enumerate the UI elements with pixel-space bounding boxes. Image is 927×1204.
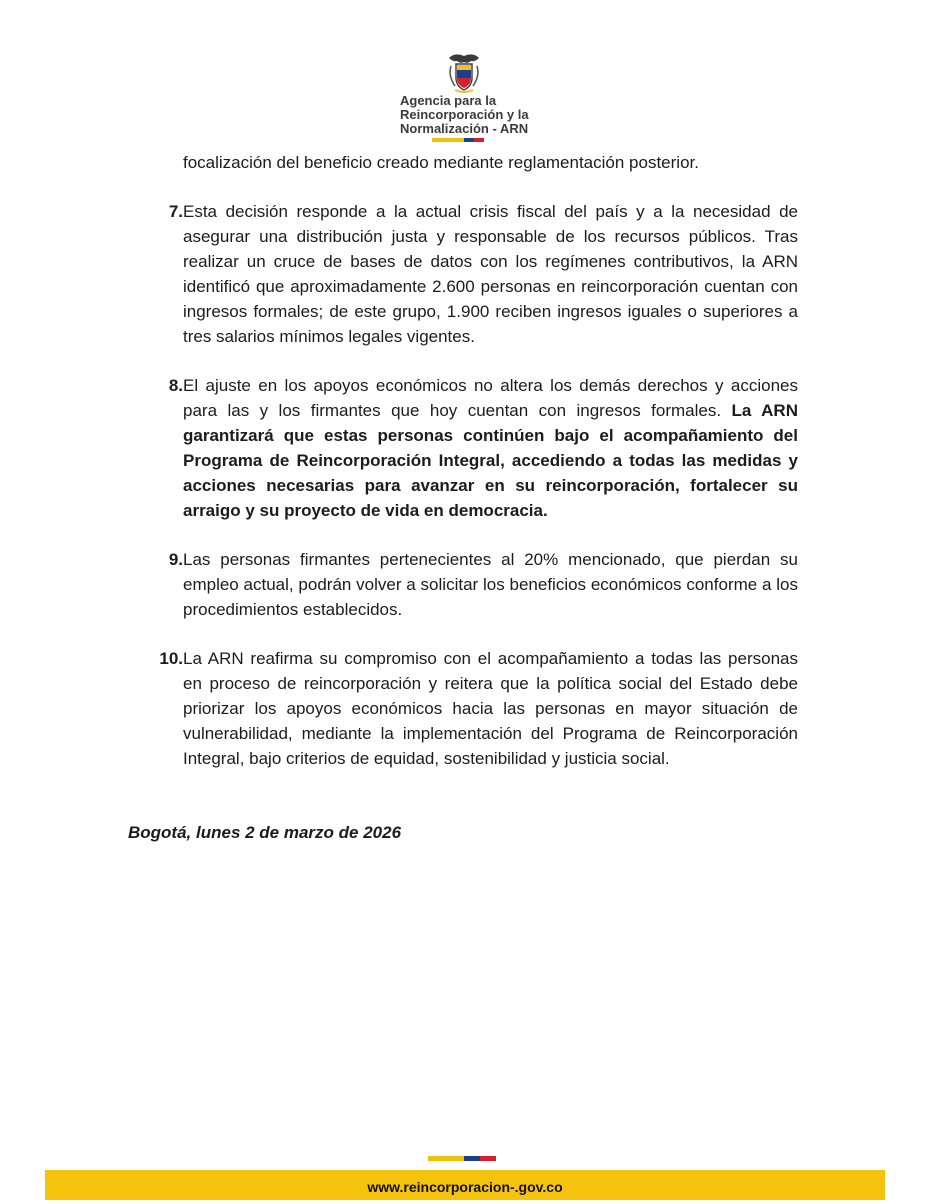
page-header bbox=[0, 52, 927, 152]
agency-name-line1: Agencia para la bbox=[400, 93, 497, 108]
colombia-flag-bar-bottom bbox=[428, 1156, 496, 1161]
item-text bbox=[183, 373, 798, 523]
footer-website-link[interactable]: www.reincorporacion-.gov.co bbox=[367, 1179, 563, 1195]
item-text-regular: El ajuste en los apoyos económicos no altera los demás derechos y acciones para las y los firmantes que hoy cuentan con ingresos formales. bbox=[183, 376, 798, 420]
item-number: 10. bbox=[159, 649, 183, 668]
item-text: Esta decisión responde a la actual crisis fiscal del país y a la necesidad de asegurar una distribución justa y responsable de los recursos públicos. Tras realizar un cruce de bases de datos con los regímenes contributivos, la ARN identificó que aproximadamente 2.600 personas en reincorporación cuentan con ingresos formales; de este grupo, 1.900 reciben ingresos iguales o superiores a tres salarios mínimos legales vigentes. bbox=[183, 202, 798, 346]
coat-of-arms-icon bbox=[445, 52, 483, 94]
flag-yellow-stripe bbox=[432, 138, 464, 142]
item-text: Las personas firmantes pertenecientes al 20% mencionado, que pierdan su empleo actual, podrán volver a solicitar los beneficios económicos conforme a los procedimientos establecidos. bbox=[183, 550, 798, 619]
flag-yellow-stripe bbox=[428, 1156, 464, 1161]
item-text: La ARN reafirma su compromiso con el acompañamiento a todas las personas en proceso de reincorporación y reitera que la política social del Estado debe priorizar los apoyos económicos hacia las personas en mayor situación de vulnerabilidad, mediante la implementación del Programa de Reincorporación Integral, bajo criterios de equidad, sostenibilidad y justicia social. bbox=[183, 649, 798, 768]
item-number: 9. bbox=[168, 550, 183, 569]
flag-red-stripe bbox=[474, 138, 484, 142]
list-item-10 bbox=[128, 646, 798, 771]
agency-name-line3: Normalización - ARN bbox=[400, 121, 529, 136]
item-number: 7. bbox=[168, 202, 183, 221]
agency-name bbox=[400, 94, 560, 136]
document-body bbox=[128, 150, 798, 771]
colombia-flag-bar-top bbox=[432, 138, 484, 142]
list-item-7 bbox=[128, 199, 798, 349]
item-text-bold: La ARN garantizará que estas personas continúen bajo el acompañamiento del Programa de Reincorporación Integral, accediendo a todas las medidas y acciones necesarias para avanzar en su reincorporación, fortalecer su arraigo y su proyecto de vida en democracia. bbox=[183, 401, 798, 520]
agency-name-line2: Reincorporación y la bbox=[400, 107, 529, 122]
intro-paragraph: focalización del beneficio creado mediante reglamentación posterior. bbox=[183, 153, 699, 172]
signoff-date: Bogotá, lunes 2 de marzo de 2026 bbox=[128, 823, 402, 842]
list-item-8 bbox=[128, 373, 798, 523]
flag-red-stripe bbox=[480, 1156, 496, 1161]
list-item-9 bbox=[128, 547, 798, 622]
item-number: 8. bbox=[168, 376, 183, 395]
flag-blue-stripe bbox=[464, 138, 474, 142]
flag-blue-stripe bbox=[464, 1156, 480, 1161]
